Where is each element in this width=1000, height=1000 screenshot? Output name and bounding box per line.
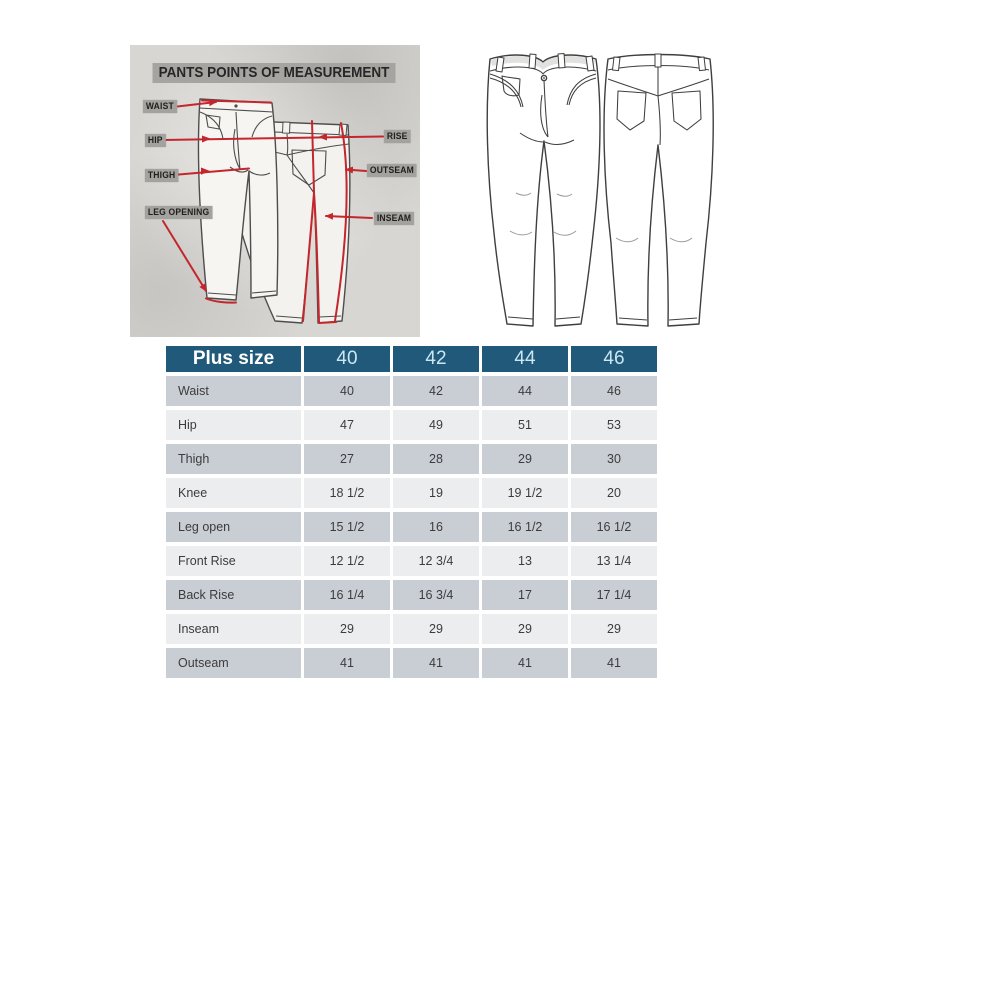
size-chart-body (166, 376, 657, 678)
size-value-cell: 29 (304, 614, 390, 644)
measurement-row-label: Back Rise (166, 580, 301, 610)
size-value-cell: 44 (482, 376, 568, 406)
measurement-row-label: Outseam (166, 648, 301, 678)
table-row (166, 512, 657, 542)
front-pants-outline (198, 99, 277, 300)
size-value-cell: 16 3/4 (393, 580, 479, 610)
size-value-cell: 17 (482, 580, 568, 610)
label-thigh: THIGH (145, 169, 178, 182)
size-chart-header (166, 346, 657, 372)
measurement-row-label: Leg open (166, 512, 301, 542)
size-value-cell: 30 (571, 444, 657, 474)
size-value-cell: 29 (393, 614, 479, 644)
size-value-cell: 29 (482, 614, 568, 644)
size-chart-corner-header: Plus size (166, 346, 301, 372)
measurement-row-label: Thigh (166, 444, 301, 474)
size-value-cell: 19 (393, 478, 479, 508)
pants-measurement-sketch (130, 45, 420, 337)
size-value-cell: 18 1/2 (304, 478, 390, 508)
measurement-row-label: Hip (166, 410, 301, 440)
table-row (166, 444, 657, 474)
size-value-cell: 53 (571, 410, 657, 440)
size-value-cell: 20 (571, 478, 657, 508)
size-value-cell: 16 1/2 (482, 512, 568, 542)
size-value-cell: 16 (393, 512, 479, 542)
size-value-cell: 12 3/4 (393, 546, 479, 576)
size-value-cell: 47 (304, 410, 390, 440)
size-value-cell: 19 1/2 (482, 478, 568, 508)
size-column-header: 40 (304, 346, 390, 372)
size-value-cell: 42 (393, 376, 479, 406)
table-row (166, 546, 657, 576)
table-row (166, 580, 657, 610)
measurement-diagram (130, 45, 420, 337)
size-column-header: 42 (393, 346, 479, 372)
size-column-header: 44 (482, 346, 568, 372)
size-value-cell: 15 1/2 (304, 512, 390, 542)
size-value-cell: 16 1/2 (571, 512, 657, 542)
size-column-header: 46 (571, 346, 657, 372)
table-row (166, 614, 657, 644)
size-value-cell: 49 (393, 410, 479, 440)
size-value-cell: 41 (482, 648, 568, 678)
size-value-cell: 16 1/4 (304, 580, 390, 610)
size-value-cell: 27 (304, 444, 390, 474)
size-value-cell: 29 (571, 614, 657, 644)
table-row (166, 410, 657, 440)
size-value-cell: 13 1/4 (571, 546, 657, 576)
label-hip: HIP (145, 134, 166, 147)
back-jeans-sketch (604, 54, 713, 326)
measurement-row-label: Front Rise (166, 546, 301, 576)
label-inseam: INSEAM (374, 212, 414, 225)
size-value-cell: 28 (393, 444, 479, 474)
size-value-cell: 41 (393, 648, 479, 678)
size-value-cell: 13 (482, 546, 568, 576)
label-leg-opening: LEG OPENING (145, 206, 212, 219)
jeans-flat-sketches (458, 33, 743, 335)
size-value-cell: 41 (571, 648, 657, 678)
size-value-cell: 12 1/2 (304, 546, 390, 576)
size-value-cell: 41 (304, 648, 390, 678)
label-waist: WAIST (143, 100, 177, 113)
label-outseam: OUTSEAM (367, 164, 417, 177)
size-value-cell: 51 (482, 410, 568, 440)
label-rise: RISE (384, 130, 410, 143)
size-value-cell: 29 (482, 444, 568, 474)
size-chart-table (163, 342, 660, 682)
front-jeans-sketch (487, 54, 600, 327)
size-value-cell: 17 1/4 (571, 580, 657, 610)
table-row (166, 648, 657, 678)
measurement-row-label: Waist (166, 376, 301, 406)
size-value-cell: 40 (304, 376, 390, 406)
table-row (166, 376, 657, 406)
table-row (166, 478, 657, 508)
measurement-row-label: Knee (166, 478, 301, 508)
size-value-cell: 46 (571, 376, 657, 406)
diagram-title: PANTS POINTS OF MEASUREMENT (153, 63, 396, 83)
measurement-row-label: Inseam (166, 614, 301, 644)
